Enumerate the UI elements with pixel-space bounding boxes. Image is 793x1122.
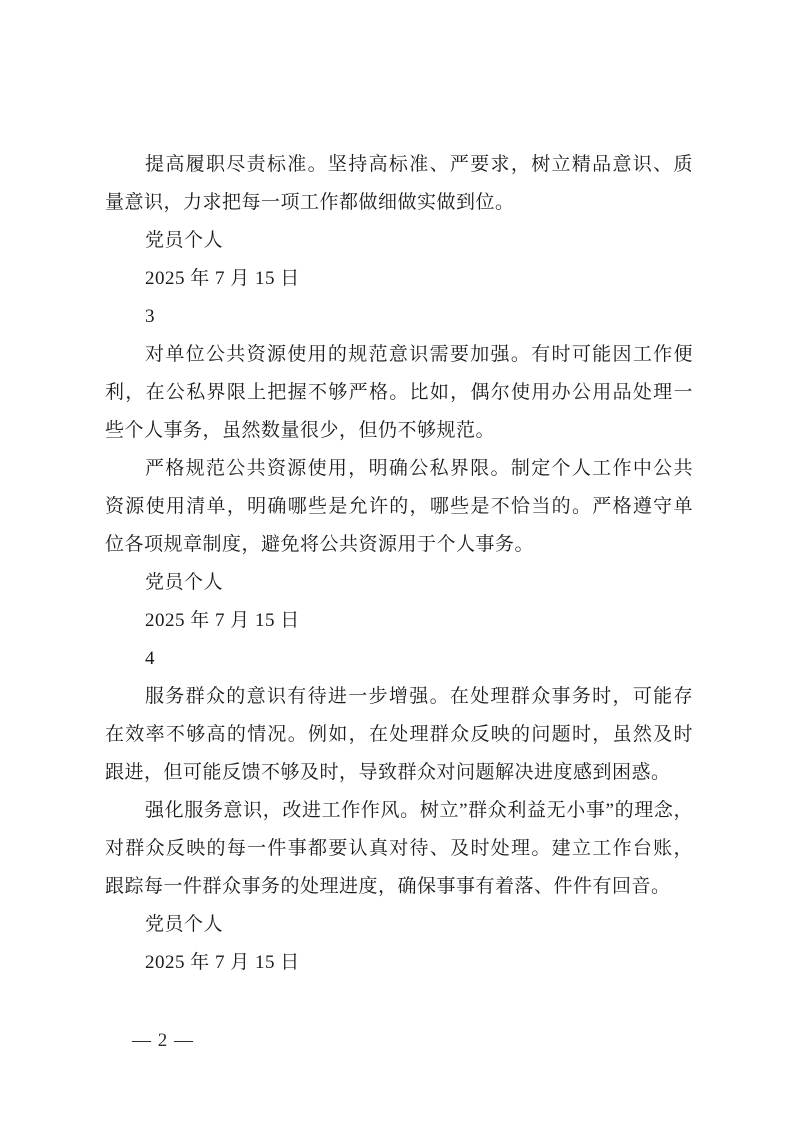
paragraph-line: 提高履职尽责标准。坚持高标准、严要求，树立精品意识、质 <box>145 154 693 175</box>
section-number: 4 <box>145 648 155 669</box>
page-number: — 2 — <box>132 1030 194 1051</box>
paragraph-line: 服务群众的意识有待进一步增强。在处理群众事务时，可能存 <box>145 686 693 707</box>
signature-line: 党员个人 <box>145 572 224 593</box>
paragraph-line: 资源使用清单，明确哪些是允许的，哪些是不恰当的。严格遵守单 <box>105 496 693 517</box>
paragraph-line: 对群众反映的每一件事都要认真对待、及时处理。建立工作台账， <box>105 838 693 859</box>
paragraph-line: 利，在公私界限上把握不够严格。比如，偶尔使用办公用品处理一 <box>105 382 693 403</box>
signature-line: 党员个人 <box>145 914 224 935</box>
paragraph-line: 强化服务意识，改进工作作风。树立”群众利益无小事”的理念， <box>145 800 693 821</box>
signature-line: 党员个人 <box>145 230 224 251</box>
date-line: 2025 年 7 月 15 日 <box>145 952 300 973</box>
paragraph-line: 对单位公共资源使用的规范意识需要加强。有时可能因工作便 <box>145 344 693 365</box>
paragraph-line: 严格规范公共资源使用，明确公私界限。制定个人工作中公共 <box>145 458 693 479</box>
paragraph-line: 跟进，但可能反馈不够及时，导致群众对问题解决进度感到困惑。 <box>105 762 671 783</box>
section-number: 3 <box>145 306 155 327</box>
paragraph-line: 些个人事务，虽然数量很少，但仍不够规范。 <box>105 420 496 441</box>
paragraph-line: 量意识，力求把每一项工作都做细做实做到位。 <box>105 192 515 213</box>
paragraph-line: 跟踪每一件群众事务的处理进度，确保事事有着落、件件有回音。 <box>105 876 671 897</box>
paragraph-line: 在效率不够高的情况。例如，在处理群众反映的问题时，虽然及时 <box>105 724 693 745</box>
date-line: 2025 年 7 月 15 日 <box>145 268 300 289</box>
paragraph-line: 位各项规章制度，避免将公共资源用于个人事务。 <box>105 534 535 555</box>
date-line: 2025 年 7 月 15 日 <box>145 610 300 631</box>
document-body <box>105 146 693 982</box>
page-footer <box>0 1029 793 1055</box>
